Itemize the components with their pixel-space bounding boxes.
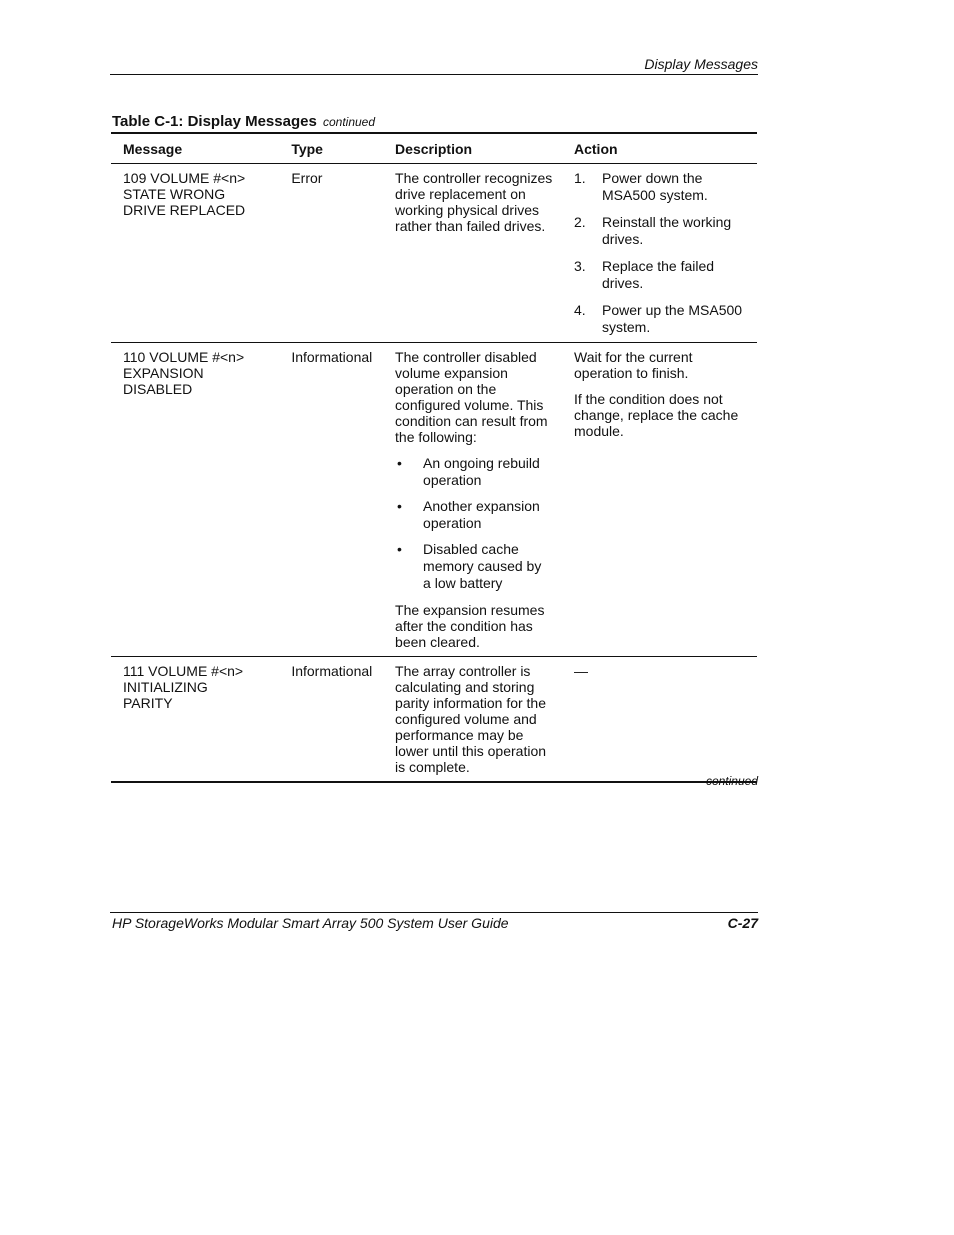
bullet-text: Disabled cache memory caused by a low battery xyxy=(423,541,542,591)
step-number: 4. xyxy=(574,302,586,318)
action-step xyxy=(574,214,749,248)
bullet-icon: • xyxy=(397,541,402,557)
column-header-message: Message xyxy=(111,133,291,164)
description-outro: The expansion resumes after the condition has been cleared. xyxy=(395,602,545,650)
step-text: Power up the MSA500 system. xyxy=(602,302,743,335)
table-header-row xyxy=(111,133,757,164)
message-line: INITIALIZING xyxy=(123,679,208,695)
message-line: PARITY xyxy=(123,695,173,711)
column-header-description: Description xyxy=(395,133,574,164)
type-cell: Informational xyxy=(291,343,395,657)
action-cell: — xyxy=(574,657,757,783)
table-row xyxy=(111,343,757,657)
bullet-item xyxy=(395,541,574,592)
table-row xyxy=(111,657,757,783)
action-step xyxy=(574,302,749,336)
step-number: 3. xyxy=(574,258,586,274)
step-text: Reinstall the working drives. xyxy=(602,214,732,247)
message-line: STATE WRONG xyxy=(123,186,226,202)
description-intro: The controller disabled volume expansion operation on the configured volume. This condition can result from the following: xyxy=(395,349,548,445)
message-line: 111 VOLUME #<n> xyxy=(123,663,244,679)
type-cell: Error xyxy=(291,164,395,343)
bullet-text: Another expansion operation xyxy=(423,498,540,531)
display-messages-table xyxy=(111,132,757,783)
footer-title: HP StorageWorks Modular Smart Array 500 System User Guide xyxy=(112,915,509,931)
action-steps-list xyxy=(574,170,749,336)
action-step xyxy=(574,170,749,204)
header-rule xyxy=(110,74,758,75)
action-text: Wait for the current operation to finish. xyxy=(574,349,693,381)
bullet-text: An ongoing rebuild operation xyxy=(423,455,540,488)
description-cell xyxy=(395,164,574,343)
action-text: If the condition does not change, replace the cache module. xyxy=(574,391,739,439)
footer-rule xyxy=(110,912,758,913)
bullet-icon: • xyxy=(397,455,402,471)
condition-bullet-list xyxy=(395,455,574,592)
step-text: Replace the failed drives. xyxy=(602,258,715,291)
column-header-type: Type xyxy=(291,133,395,164)
type-cell: Informational xyxy=(291,657,395,783)
message-line: EXPANSION xyxy=(123,365,204,381)
bullet-icon: • xyxy=(397,498,402,514)
table-title-text: Table C-1: Display Messages xyxy=(112,113,317,130)
table-title-continued: continued xyxy=(322,115,376,129)
description-text: The controller recognizes drive replacement on working physical drives rather than failed drives. xyxy=(395,170,553,234)
message-line: 109 VOLUME #<n> xyxy=(123,170,246,186)
message-cell xyxy=(111,343,291,657)
action-cell xyxy=(574,343,757,657)
message-line: DRIVE REPLACED xyxy=(123,202,246,218)
message-line: 110 VOLUME #<n> xyxy=(123,349,245,365)
description-text: The array controller is calculating and storing parity information for the configured volume and performance may be lower until this operation is complete. xyxy=(395,663,547,775)
message-line: DISABLED xyxy=(123,381,193,397)
continued-note: continued xyxy=(705,774,758,788)
table-title xyxy=(112,113,375,130)
description-cell xyxy=(395,657,574,783)
bullet-item xyxy=(395,455,574,489)
running-head: Display Messages xyxy=(644,56,758,72)
action-cell xyxy=(574,164,757,343)
message-cell xyxy=(111,164,291,343)
page-number: C-27 xyxy=(727,915,758,931)
bullet-item xyxy=(395,498,574,532)
step-text: Power down the MSA500 system. xyxy=(602,170,708,203)
message-cell xyxy=(111,657,291,783)
description-cell xyxy=(395,343,574,657)
column-header-action: Action xyxy=(574,133,757,164)
step-number: 1. xyxy=(574,170,586,186)
table-row xyxy=(111,164,757,343)
action-step xyxy=(574,258,749,292)
step-number: 2. xyxy=(574,214,586,230)
